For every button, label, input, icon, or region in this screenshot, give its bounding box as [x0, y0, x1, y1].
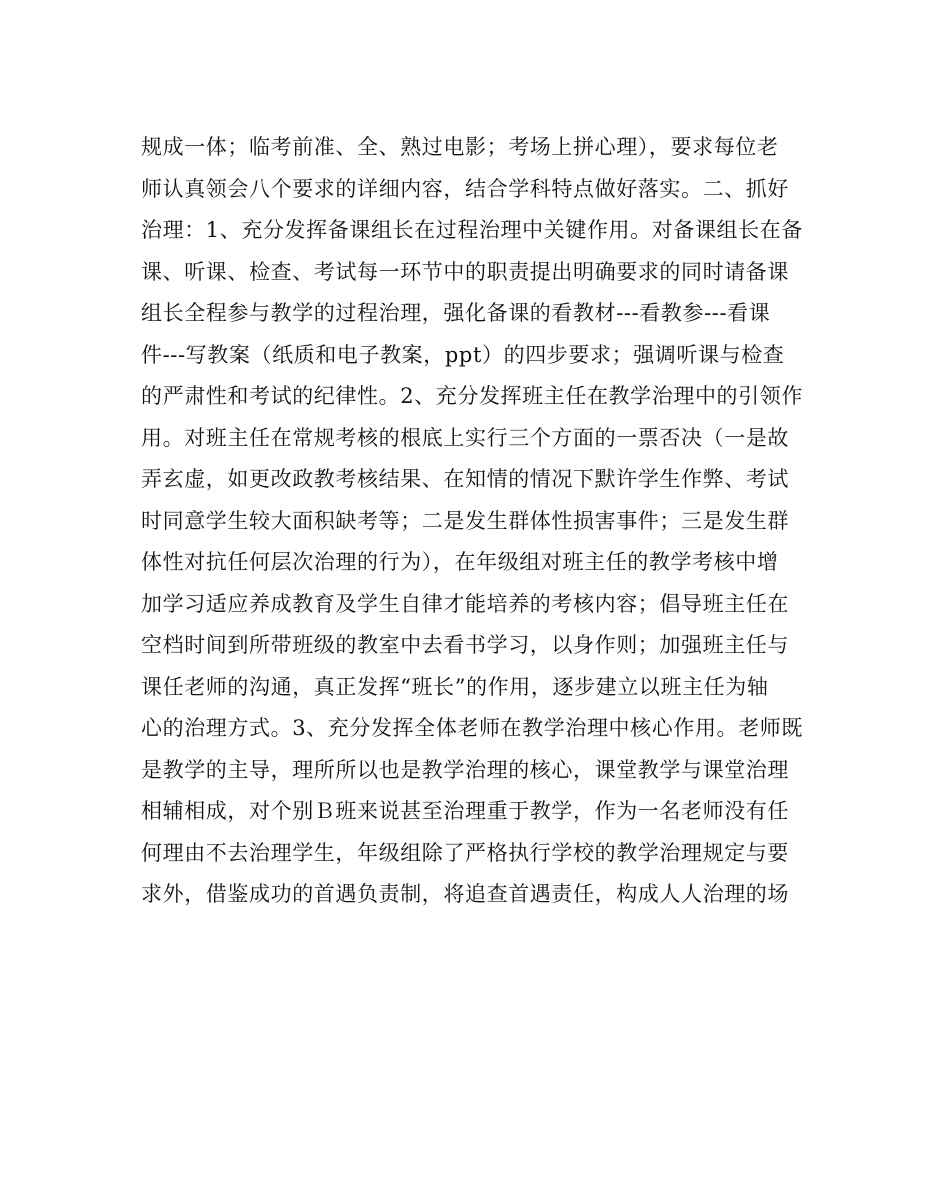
text-line: 治理：1、充分发挥备课组长在过程治理中关键作用。对备课组长在备 [141, 218, 803, 242]
text-line: 组长全程参与教学的过程治理，强化备课的看教材---看教参---看课 [141, 301, 771, 325]
text-line: 心的治理方式。3、充分发挥全体老师在教学治理中核心作用。老师既 [141, 716, 803, 740]
text-line: 相辅相成，对个别Ｂ班来说甚至治理重于教学，作为一名老师没有任 [141, 799, 789, 823]
text-line: 空档时间到所带班级的教室中去看书学习，以身作则；加强班主任与 [141, 633, 789, 657]
text-line: 时同意学生较大面积缺考等；二是发生群体性损害事件；三是发生群 [141, 508, 789, 533]
text-line: 何理由不去治理学生，年级组除了严格执行学校的教学治理规定与要 [141, 840, 789, 865]
text-line: 弄玄虚，如更改政教考核结果、在知情的情况下默许学生作弊、考试 [141, 467, 789, 491]
text-line: 加学习适应养成教育及学生自律才能培养的考核内容；倡导班主任在 [141, 591, 789, 616]
text-line: 课任老师的沟通，真正发挥“班长”的作用，逐步建立以班主任为轴 [141, 674, 769, 699]
text-line: 用。对班主任在常规考核的根底上实行三个方面的一票否决（一是故 [141, 425, 789, 450]
text-line: 是教学的主导，理所所以也是教学治理的核心，课堂教学与课堂治理 [141, 757, 789, 782]
text-line: 求外，借鉴成功的首遇负责制，将追查首遇责任，构成人人治理的场 [141, 882, 789, 906]
text-line: 的严肃性和考试的纪律性。2、充分发挥班主任在教学治理中的引领作 [141, 384, 803, 408]
text-line: 师认真领会八个要求的详细内容，结合学科特点做好落实。二、抓好 [141, 176, 789, 201]
text-line: 件---写教案（纸质和电子教案，ppt）的四步要求；强调听课与检查 [141, 342, 785, 367]
body-text [141, 127, 821, 916]
text-line: 课、听课、检查、考试每一环节中的职责提出明确要求的同时请备课 [141, 259, 789, 284]
text-line: 体性对抗任何层次治理的行为），在年级组对班主任的教学考核中增 [141, 550, 779, 574]
text-line: 规成一体；临考前准、全、熟过电影；考场上拼心理），要求每位老 [141, 135, 779, 159]
